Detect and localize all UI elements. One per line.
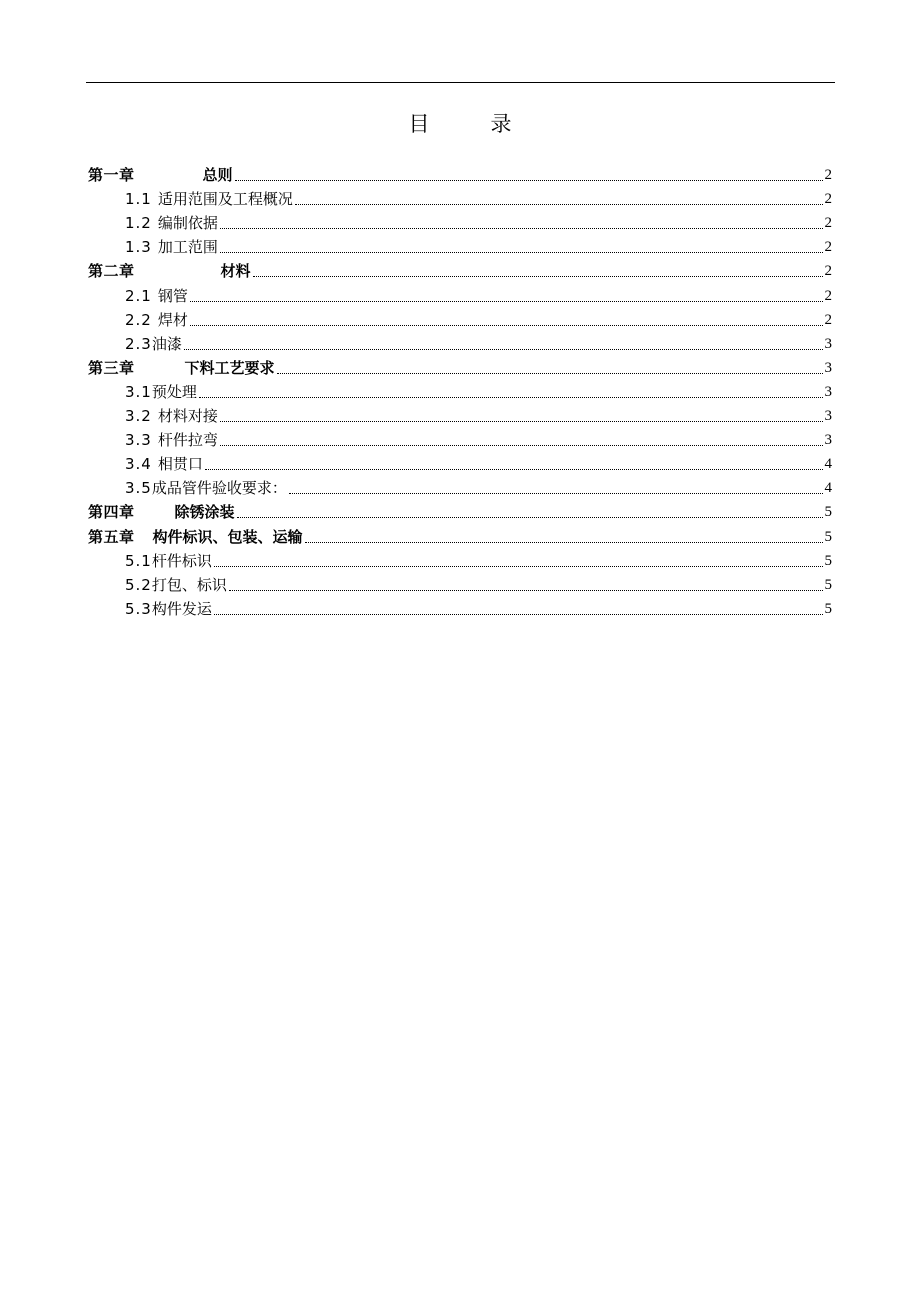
toc-entry-page: 4: [824, 480, 832, 497]
toc-leader-dots: [277, 373, 823, 374]
toc-leader-dots: [190, 325, 823, 326]
toc-entry-page: 5: [824, 552, 832, 569]
toc-entry-number: 1.3: [125, 238, 152, 257]
toc-entry-label: 预处理: [151, 382, 197, 401]
toc-entry-page: 2: [824, 215, 832, 232]
toc-leader-dots: [237, 517, 823, 518]
toc-leader-dots: [220, 252, 823, 253]
toc-leader-dots: [220, 228, 823, 229]
toc-entry-section-2-1[interactable]: [88, 281, 832, 305]
toc-entry-number: 5.1: [125, 551, 152, 570]
toc-leader-dots: [305, 542, 823, 543]
toc-entry-number: 3.1: [125, 382, 152, 401]
toc-entry-page: 3: [824, 408, 832, 425]
toc-entry-section-1-1[interactable]: [88, 185, 832, 209]
toc-entry-label: 构件发运: [151, 599, 212, 618]
toc-entry-label: 下料工艺要求: [184, 358, 275, 377]
toc-entry-page: 3: [824, 383, 832, 400]
toc-entry-number: 第二章: [88, 262, 135, 281]
header-rule: [86, 82, 835, 83]
toc-entry-section-3-4[interactable]: [88, 450, 832, 474]
toc-entry-section-1-3[interactable]: [88, 233, 832, 257]
toc-entry-number: 第三章: [88, 358, 135, 377]
toc-entry-section-1-2[interactable]: [88, 209, 832, 233]
toc-leader-dots: [220, 421, 823, 422]
toc-entry-label: 材料: [220, 262, 251, 281]
toc-entry-number: 3.3: [125, 431, 152, 450]
toc-leader-dots: [253, 276, 823, 277]
toc-leader-dots: [190, 301, 823, 302]
toc-entry-page: 2: [824, 191, 832, 208]
toc-entry-chapter-2[interactable]: [88, 257, 832, 281]
toc-entry-label: 总则: [202, 166, 233, 185]
toc-entry-number: 1.2: [125, 214, 152, 233]
toc-entry-section-2-3[interactable]: [88, 330, 832, 354]
toc-entry-label: 加工范围: [157, 238, 218, 257]
toc-entry-page: 3: [824, 432, 832, 449]
toc-leader-dots: [289, 493, 823, 494]
toc-entry-page: 2: [824, 311, 832, 328]
toc-entry-section-5-3[interactable]: [88, 595, 832, 619]
toc-entry-page: 5: [824, 504, 832, 521]
toc-entry-page: 5: [824, 600, 832, 617]
toc-entry-label: 材料对接: [157, 407, 218, 426]
toc-leader-dots: [220, 445, 823, 446]
toc-entry-section-5-2[interactable]: [88, 571, 832, 595]
toc-leader-dots: [205, 469, 823, 470]
toc-entry-label: 杆件标识: [151, 551, 212, 570]
toc-leader-dots: [214, 614, 823, 615]
toc-entry-page: 2: [824, 167, 832, 184]
toc-entry-chapter-3[interactable]: [88, 354, 832, 378]
toc-entry-label: 适用范围及工程概况: [157, 190, 293, 209]
toc-entry-section-2-2[interactable]: [88, 306, 832, 330]
toc-entry-label: 杆件拉弯: [157, 431, 218, 450]
toc-entry-chapter-1[interactable]: [88, 161, 832, 185]
toc-entry-label: 打包、标识: [151, 575, 227, 594]
toc-entry-section-3-3[interactable]: [88, 426, 832, 450]
toc-leader-dots: [235, 180, 823, 181]
toc-entry-page: 3: [824, 335, 832, 352]
toc-entry-label: 除锈涂装: [174, 503, 235, 522]
toc-entry-number: 1.1: [125, 190, 152, 209]
toc-entry-number: 5.2: [125, 575, 152, 594]
toc-entry-label: 成品管件验收要求：: [151, 479, 287, 498]
toc-entry-number: 2.3: [125, 334, 152, 353]
toc-entry-page: 5: [824, 528, 832, 545]
toc-leader-dots: [214, 566, 823, 567]
toc-entry-page: 2: [824, 239, 832, 256]
toc-entry-number: 第一章: [88, 166, 135, 185]
toc-entry-label: 编制依据: [157, 214, 218, 233]
toc-entry-page: 3: [824, 359, 832, 376]
toc-entry-page: 5: [824, 576, 832, 593]
toc-entry-page: 4: [824, 456, 832, 473]
toc-entry-section-5-1[interactable]: [88, 547, 832, 571]
table-of-contents: [88, 161, 832, 619]
toc-leader-dots: [295, 204, 823, 205]
toc-entry-label: 构件标识、包装、运输: [152, 527, 303, 546]
toc-entry-chapter-5[interactable]: [88, 522, 832, 546]
toc-title: 目 录: [408, 112, 532, 136]
toc-entry-page: 2: [824, 263, 832, 280]
toc-entry-section-3-1[interactable]: [88, 378, 832, 402]
toc-entry-number: 2.2: [125, 310, 152, 329]
toc-leader-dots: [229, 590, 823, 591]
toc-entry-section-3-2[interactable]: [88, 402, 832, 426]
toc-entry-number: 第四章: [88, 503, 135, 522]
toc-entry-label: 相贯口: [157, 455, 203, 474]
toc-entry-number: 2.1: [125, 286, 152, 305]
toc-leader-dots: [184, 349, 823, 350]
toc-entry-number: 3.5: [125, 479, 152, 498]
toc-entry-number: 3.2: [125, 407, 152, 426]
toc-leader-dots: [199, 397, 823, 398]
toc-entry-section-3-5[interactable]: [88, 474, 832, 498]
toc-entry-label: 钢管: [157, 286, 188, 305]
toc-entry-page: 2: [824, 287, 832, 304]
toc-entry-label: 油漆: [151, 334, 182, 353]
toc-entry-number: 3.4: [125, 455, 152, 474]
toc-entry-number: 第五章: [88, 527, 135, 546]
toc-entry-label: 焊材: [157, 310, 188, 329]
toc-entry-chapter-4[interactable]: [88, 498, 832, 522]
toc-entry-number: 5.3: [125, 599, 152, 618]
